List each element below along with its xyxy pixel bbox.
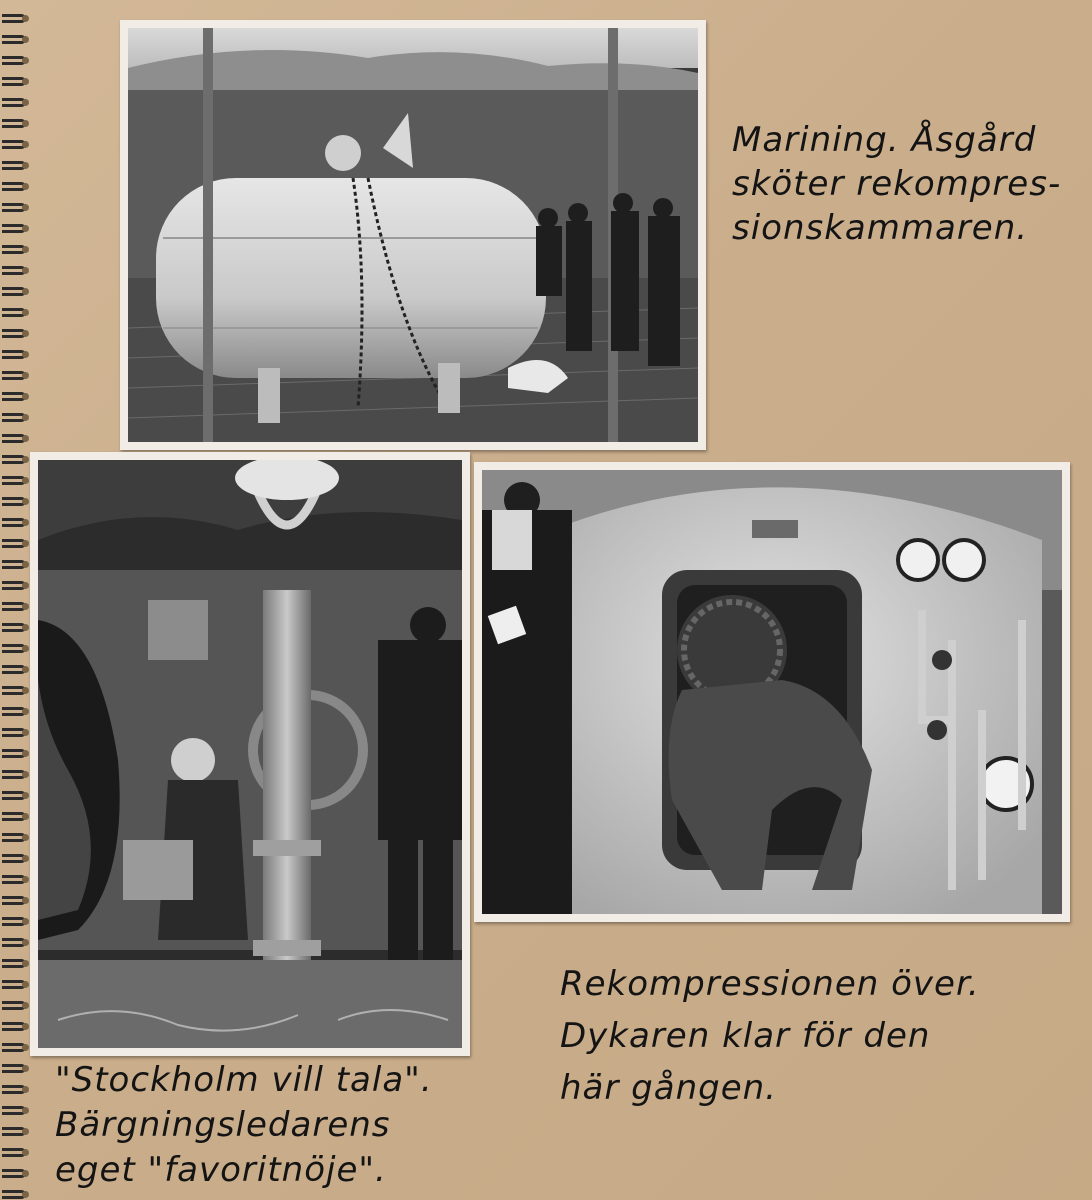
binding-hole <box>22 57 29 64</box>
binding-hole <box>22 981 29 988</box>
binding-hole <box>22 414 29 421</box>
binding-hole <box>22 813 29 820</box>
binding-hole <box>22 519 29 526</box>
binding-hole <box>22 729 29 736</box>
binding-hole <box>22 1191 29 1198</box>
binding-hole <box>22 330 29 337</box>
binding-hole <box>22 939 29 946</box>
binding-hole <box>22 141 29 148</box>
binding-hole <box>22 1128 29 1135</box>
binding-hole <box>22 750 29 757</box>
binding-hole <box>22 498 29 505</box>
binding-hole <box>22 960 29 967</box>
binding-hole <box>22 183 29 190</box>
binding-hole <box>22 1086 29 1093</box>
binding-hole <box>22 876 29 883</box>
binding-hole <box>22 1107 29 1114</box>
binding-hole <box>22 1170 29 1177</box>
caption-diver-exit: Rekompressionen över. Dykaren klar för den här gången. <box>560 964 980 1108</box>
binding-hole <box>22 99 29 106</box>
binding-hole <box>22 435 29 442</box>
binding-hole <box>22 918 29 925</box>
binding-hole <box>22 162 29 169</box>
binding-hole <box>22 351 29 358</box>
binding-hole <box>22 456 29 463</box>
binding-hole <box>22 225 29 232</box>
binding-hole <box>22 771 29 778</box>
binding-hole <box>22 78 29 85</box>
binding-hole <box>22 540 29 547</box>
binding-hole <box>22 792 29 799</box>
binding-hole <box>22 1149 29 1156</box>
binding-hole <box>22 855 29 862</box>
spiral-binding <box>0 0 34 1200</box>
binding-hole <box>22 309 29 316</box>
telephone-photo-image <box>38 460 462 1048</box>
photo-recompression-chamber <box>120 20 706 450</box>
binding-hole <box>22 666 29 673</box>
binding-hole <box>22 834 29 841</box>
binding-hole <box>22 1023 29 1030</box>
binding-hole <box>22 267 29 274</box>
binding-hole <box>22 120 29 127</box>
binding-hole <box>22 582 29 589</box>
binding-hole <box>22 1044 29 1051</box>
binding-hole <box>22 687 29 694</box>
photo-telephone-booth <box>30 452 470 1056</box>
binding-hole <box>22 603 29 610</box>
binding-hole <box>22 204 29 211</box>
binding-hole <box>22 372 29 379</box>
binding-hole <box>22 645 29 652</box>
diver-photo-image <box>482 470 1062 914</box>
binding-hole <box>22 708 29 715</box>
binding-hole <box>22 1065 29 1072</box>
photo-diver-exit <box>474 462 1070 922</box>
binding-hole <box>22 288 29 295</box>
binding-hole <box>22 1002 29 1009</box>
caption-recompression-chamber: Marining. Åsgård sköter rekompres- sionskammaren. <box>732 120 1062 248</box>
binding-hole <box>22 15 29 22</box>
binding-hole <box>22 36 29 43</box>
binding-hole <box>22 246 29 253</box>
binding-hole <box>22 624 29 631</box>
binding-hole <box>22 477 29 484</box>
binding-hole <box>22 393 29 400</box>
binding-hole <box>22 897 29 904</box>
binding-hole <box>22 561 29 568</box>
chamber-photo-image <box>128 28 698 442</box>
caption-telephone-booth: "Stockholm vill tala". Bärgningsledarens eget "favoritnöje". <box>55 1060 433 1190</box>
